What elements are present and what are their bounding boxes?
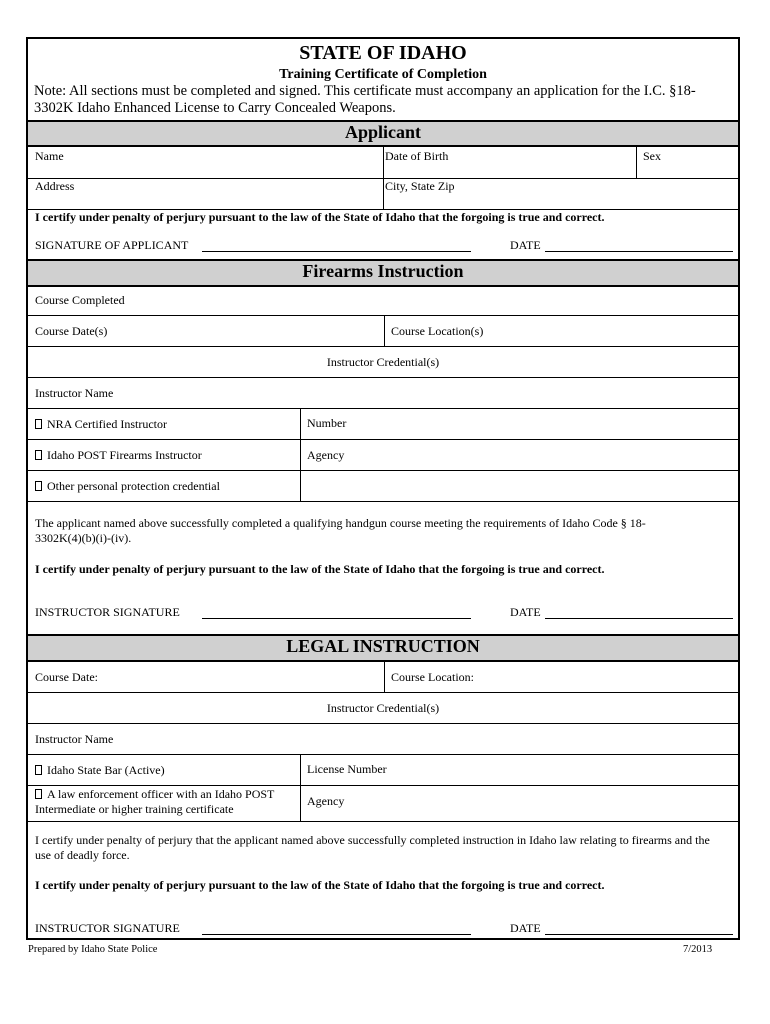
applicant-certify-text: I certify under penalty of perjury pursuant to the law of the State of Idaho that the forgoing is true and correct. — [35, 210, 605, 224]
course-completed-field[interactable]: Course Completed — [35, 293, 125, 307]
officer-checkbox-option[interactable]: A law enforcement officer with an Idaho POST Intermediate or higher training certificate — [35, 787, 275, 816]
legal-course-date-field[interactable]: Course Date: — [35, 670, 98, 684]
applicant-name-field[interactable]: Name — [35, 149, 64, 163]
firearms-date-label: DATE — [510, 605, 541, 619]
firearms-instructor-name-field[interactable]: Instructor Name — [35, 386, 114, 400]
applicant-sex-field[interactable]: Sex — [643, 149, 661, 163]
applicant-city-field[interactable]: City, State Zip — [385, 179, 455, 193]
legal-heading: LEGAL INSTRUCTION — [28, 634, 738, 662]
firearms-date-line[interactable] — [545, 618, 733, 619]
legal-date-line[interactable] — [545, 934, 733, 935]
prepared-by: Prepared by Idaho State Police — [28, 944, 158, 955]
applicant-date-label: DATE — [510, 238, 541, 252]
firearms-signature-line[interactable] — [202, 618, 471, 619]
firearms-credentials-label: Instructor Credential(s) — [326, 355, 440, 369]
nra-checkbox[interactable] — [35, 419, 42, 429]
legal-signature-line[interactable] — [202, 934, 471, 935]
state-bar-checkbox[interactable] — [35, 765, 42, 775]
legal-instructor-name-field[interactable]: Instructor Name — [35, 732, 114, 746]
legal-statement: I certify under penalty of perjury that the applicant named above successfully completed instruction in Idaho law relating to firearms and the use of deadly force. — [35, 833, 710, 862]
state-bar-checkbox-option[interactable]: Idaho State Bar (Active) — [35, 763, 165, 778]
applicant-date-line[interactable] — [545, 251, 733, 252]
firearms-signature-label: INSTRUCTOR SIGNATURE — [35, 605, 180, 619]
course-dates-field[interactable]: Course Date(s) — [35, 324, 108, 338]
applicant-address-field[interactable]: Address — [35, 179, 75, 193]
firearms-heading: Firearms Instruction — [28, 259, 738, 287]
firearms-agency-field[interactable]: Agency — [307, 448, 345, 462]
form-note: Note: All sections must be completed and signed. This certificate must accompany an application for the I.C. §18-3302K Idaho Enhanced License to Carry Concealed Weapons. — [34, 83, 696, 116]
legal-signature-label: INSTRUCTOR SIGNATURE — [35, 921, 180, 935]
applicant-heading: Applicant — [28, 120, 738, 147]
firearms-number-field[interactable]: Number — [307, 416, 347, 430]
other-credential-checkbox[interactable] — [35, 481, 42, 491]
firearms-certify-text: I certify under penalty of perjury pursuant to the law of the State of Idaho that the forgoing is true and correct. — [35, 562, 605, 576]
applicant-signature-line[interactable] — [202, 251, 471, 252]
other-credential-checkbox-option[interactable]: Other personal protection credential — [35, 479, 220, 494]
post-checkbox-option[interactable]: Idaho POST Firearms Instructor — [35, 448, 202, 463]
form-title: STATE OF IDAHO — [299, 42, 467, 64]
legal-credentials-label: Instructor Credential(s) — [326, 701, 440, 715]
nra-checkbox-option[interactable]: NRA Certified Instructor — [35, 417, 167, 432]
applicant-dob-field[interactable]: Date of Birth — [385, 149, 449, 163]
legal-course-location-field[interactable]: Course Location: — [391, 670, 474, 684]
form-subtitle: Training Certificate of Completion — [279, 67, 487, 82]
course-locations-field[interactable]: Course Location(s) — [391, 324, 484, 338]
certificate-form — [26, 37, 740, 940]
revision-date: 7/2013 — [683, 944, 713, 955]
firearms-statement: The applicant named above successfully completed a qualifying handgun course meeting the requirements of Idaho Code § 18-3302K(4)(b)(i)-(iv). — [35, 516, 646, 545]
applicant-signature-label: SIGNATURE OF APPLICANT — [35, 238, 189, 252]
officer-checkbox[interactable] — [35, 789, 42, 799]
legal-license-number-field[interactable]: License Number — [307, 762, 387, 776]
legal-certify-text: I certify under penalty of perjury pursuant to the law of the State of Idaho that the forgoing is true and correct. — [35, 878, 605, 892]
legal-date-label: DATE — [510, 921, 541, 935]
legal-agency-field[interactable]: Agency — [307, 794, 345, 808]
post-checkbox[interactable] — [35, 450, 42, 460]
